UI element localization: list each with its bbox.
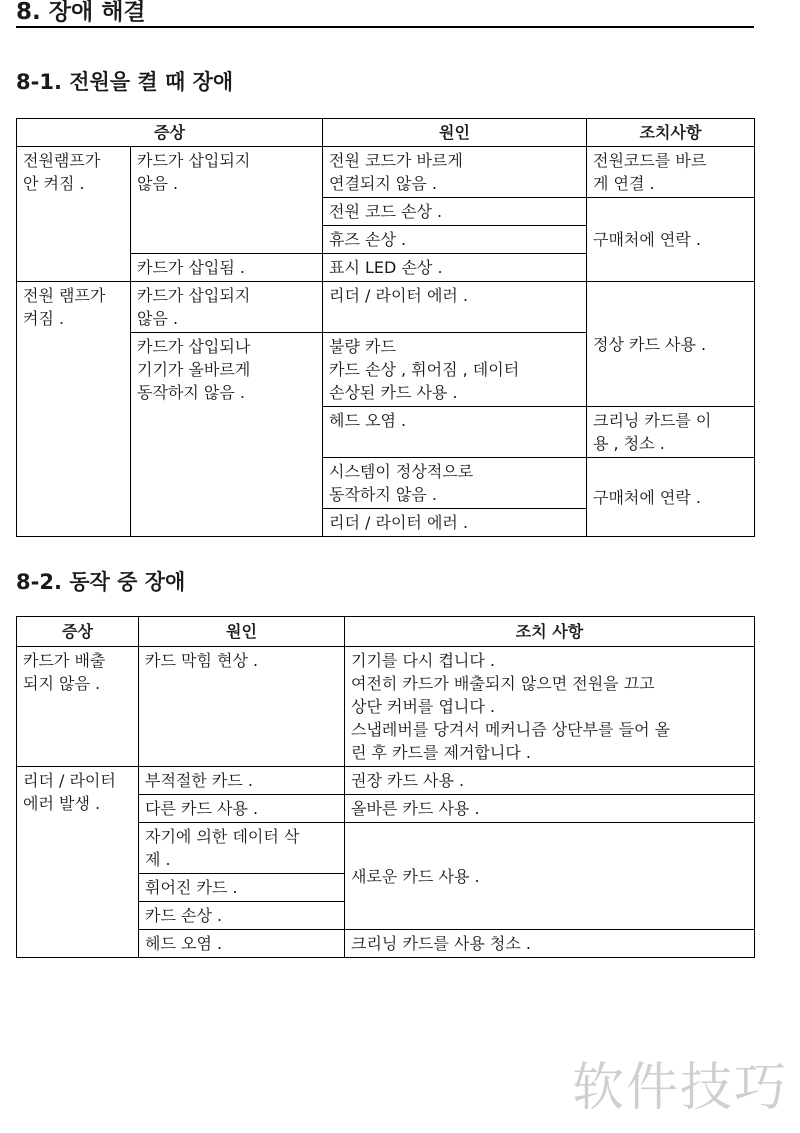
action-cell: 크리닝 카드를 사용 청소 . (345, 930, 755, 958)
action-cell: 새로운 카드 사용 . (345, 823, 755, 930)
sub-symptom-cell: 카드가 삽입되지 않음 . (131, 282, 323, 333)
cause-cell: 헤드 오염 . (323, 407, 587, 458)
symptom-cell: 카드가 배출 되지 않음 . (17, 647, 139, 767)
header-cause: 원인 (323, 119, 587, 147)
sub-symptom-cell: 카드가 삽입되나 기기가 올바르게 동작하지 않음 . (131, 333, 323, 537)
action-cell: 올바른 카드 사용 . (345, 795, 755, 823)
power-on-troubleshooting-table (16, 118, 755, 537)
header-action: 조치사항 (587, 119, 755, 147)
cause-cell: 리더 / 라이터 에러 . (323, 282, 587, 333)
cause-cell: 카드 막힘 현상 . (139, 647, 345, 767)
symptom-cell: 리더 / 라이터 에러 발생 . (17, 767, 139, 958)
cause-cell: 다른 카드 사용 . (139, 795, 345, 823)
symptom-cell: 전원램프가 안 켜짐 . (17, 147, 131, 282)
section-title-operation: 8-2. 동작 중 장애 (16, 570, 186, 594)
cause-cell: 헤드 오염 . (139, 930, 345, 958)
cause-cell: 리더 / 라이터 에러 . (323, 509, 587, 537)
cause-cell: 부적절한 카드 . (139, 767, 345, 795)
cause-cell: 전원 코드 손상 . (323, 198, 587, 226)
header-cause: 원인 (139, 617, 345, 647)
cause-cell: 전원 코드가 바르게 연결되지 않음 . (323, 147, 587, 198)
action-cell: 구매처에 연락 . (587, 198, 755, 282)
section-title-power-on: 8-1. 전원을 켤 때 장애 (16, 70, 234, 94)
action-cell: 권장 카드 사용 . (345, 767, 755, 795)
header-symptom: 증상 (17, 617, 139, 647)
cause-cell: 시스템이 정상적으로 동작하지 않음 . (323, 458, 587, 509)
action-cell: 기기를 다시 켭니다 . 여전히 카드가 배출되지 않으면 전원을 끄고 상단 커버를 엽니다 . 스냅레버를 당겨서 메커니즘 상단부를 들어 올 린 후 카드를 제거합니다 . (345, 647, 755, 767)
sub-symptom-cell: 카드가 삽입됨 . (131, 254, 323, 282)
header-symptom: 증상 (17, 119, 323, 147)
symptom-cell: 전원 램프가 켜짐 . (17, 282, 131, 537)
page-title: 8. 장애 해결 (16, 0, 754, 28)
action-cell: 정상 카드 사용 . (587, 282, 755, 407)
cause-cell: 불량 카드 카드 손상 , 휘어짐 , 데이터 손상된 카드 사용 . (323, 333, 587, 407)
cause-cell: 휘어진 카드 . (139, 874, 345, 902)
header-action: 조치 사항 (345, 617, 755, 647)
cause-cell: 자기에 의한 데이터 삭 제 . (139, 823, 345, 874)
cause-cell: 휴즈 손상 . (323, 226, 587, 254)
cause-cell: 표시 LED 손상 . (323, 254, 587, 282)
cause-cell: 카드 손상 . (139, 902, 345, 930)
action-cell: 크리닝 카드를 이 용 , 청소 . (587, 407, 755, 458)
action-cell: 구매처에 연락 . (587, 458, 755, 537)
action-cell: 전원코드를 바르 게 연결 . (587, 147, 755, 198)
operation-troubleshooting-table (16, 616, 755, 958)
sub-symptom-cell: 카드가 삽입되지 않음 . (131, 147, 323, 254)
watermark: 软件技巧 (571, 1058, 788, 1118)
